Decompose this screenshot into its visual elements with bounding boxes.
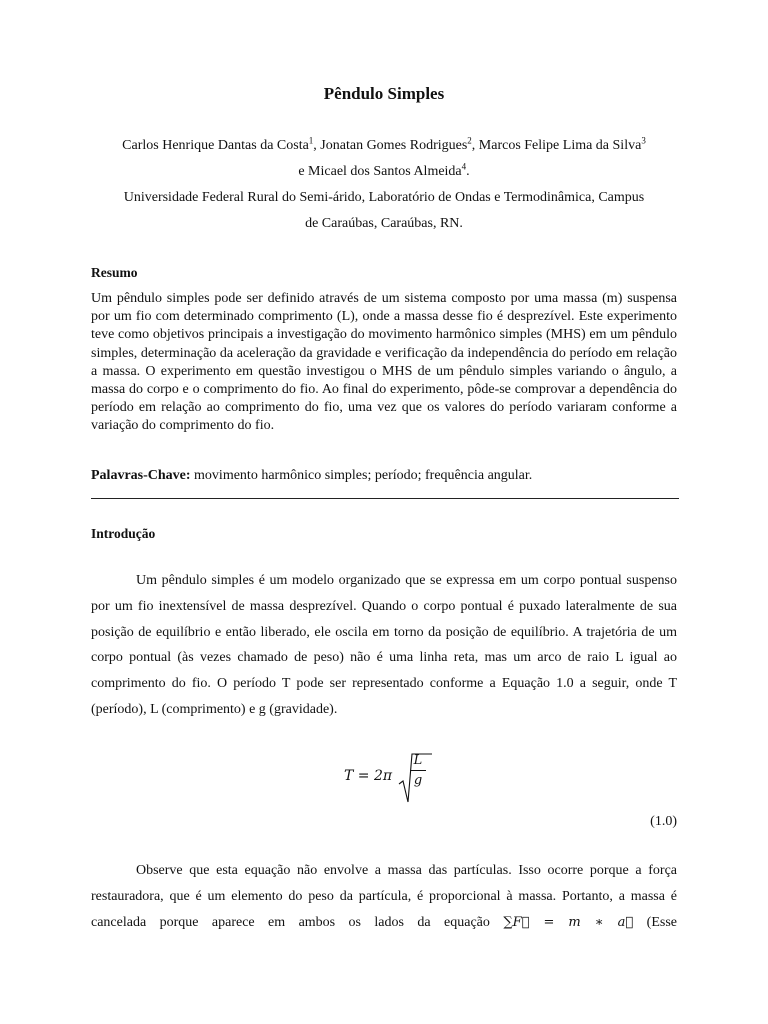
fraction-bar — [410, 770, 426, 771]
fraction-denominator: g — [413, 773, 423, 788]
abstract-heading: Resumo — [91, 265, 138, 280]
author-affiliation-mark: 3 — [641, 135, 646, 146]
paper-title: Pêndulo Simples — [323, 84, 445, 103]
equation-number: (1.0) — [650, 814, 677, 829]
author-name: Carlos Henrique Dantas da Costa — [122, 138, 309, 153]
author-name: , Jonatan Gomes Rodrigues — [313, 138, 468, 153]
introduction-heading: Introdução — [91, 526, 156, 541]
keywords-line — [91, 468, 532, 484]
author-list-continued — [0, 161, 768, 180]
introduction-paragraph: Um pêndulo simples é um modelo organizado que se expressa em um corpo pontual suspenso por um fio inextensível de massa desprezível. Quando o corpo pontual é puxado lateralmente de sua posição de equilíbrio e então liberado, ele oscila em torno da posição de equilíbrio. A trajetória de um corpo pontual (às vezes chamado de peso) não é uma linha reta, mas um arco de raio L igual ao comprimento do fio. O período T pode ser representado conforme a Equação 1.0 a seguir, onde T (período), L (comprimento) e g (gravidade). — [91, 573, 677, 717]
abstract-text: Um pêndulo simples pode ser definido através de um sistema composto por uma massa (m) suspensa por um fio com determinado comprimento (L), onde a massa desse fio é desprezível. Este experimento teve como objetivos principais a investigação do movimento harmônico simples (MHS) em um pêndulo simples, determinação da aceleração da gravidade e verificação da independência do período em relação a massa. O experimento em questão investigou o MHS de um pêndulo simples variando o ângulo, a massa do corpo e o comprimento do fio. Ao final do experimento, pôde-se comprovar a dependência do período em relação ao comprimento do fio, uma vez que os valores do período variaram conforme a variação do comprimento do fio. — [91, 291, 677, 434]
period-equation — [344, 752, 444, 804]
paragraph-text-tail: (Esse — [633, 914, 677, 930]
body-paragraph — [91, 858, 677, 935]
paragraph-text: Observe que esta equação não envolve a massa das partículas. Isso ocorre porque a força restauradora, que é um elemento do peso da partícula, é proporcional à massa. Portanto, a massa é cancelada porque aparece em ambos os lados da equação — [91, 863, 677, 930]
section-divider — [91, 498, 679, 499]
keywords-text: movimento harmônico simples; período; frequência angular. — [190, 468, 533, 483]
author-list-period: . — [466, 164, 470, 179]
fraction-numerator: L — [413, 753, 423, 768]
author-name: e Micael dos Santos Almeida — [298, 164, 462, 179]
author-name: , Marcos Felipe Lima da Silva — [471, 138, 642, 153]
affiliation-line: de Caraúbas, Caraúbas, RN. — [305, 216, 463, 231]
author-affiliation-mark: 4 — [461, 161, 467, 172]
affiliation-line: Universidade Federal Rural do Semi-árido, Laboratório de Ondas e Termodinâmica, Campus — [123, 190, 645, 205]
author-affiliation-mark: 2 — [467, 135, 472, 146]
author-list — [0, 135, 768, 154]
equation-fraction — [410, 752, 426, 789]
author-affiliation-mark: 1 — [308, 135, 314, 146]
keywords-label: Palavras-Chave: — [91, 468, 191, 483]
equation-lhs: T = 2π — [344, 768, 393, 784]
inline-equation: ∑F⃗ = m ∗ a⃗ — [503, 914, 634, 930]
